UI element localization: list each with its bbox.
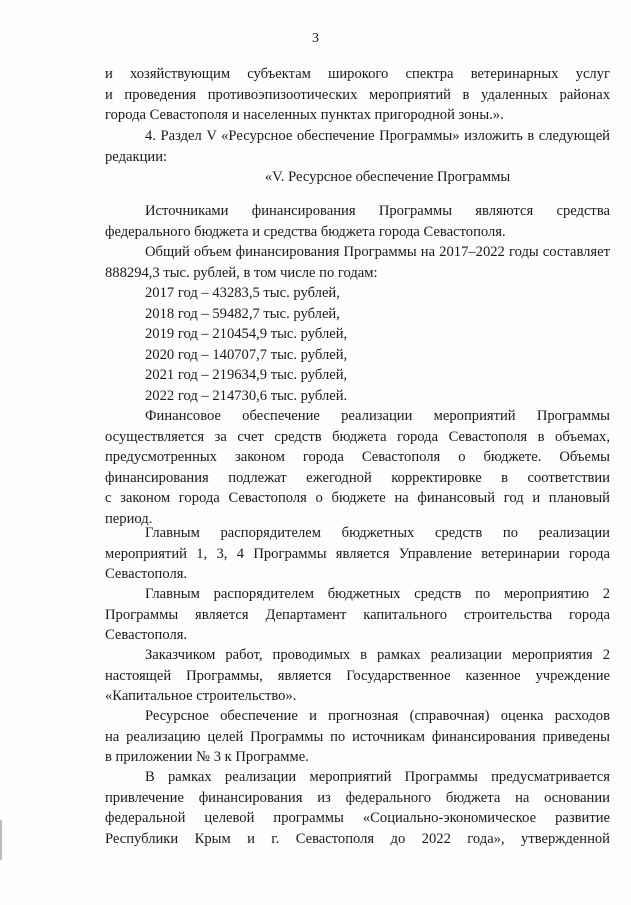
text-line: Главным распорядителем бюджетных средств по реализации — [145, 525, 610, 541]
text-line: на реализацию целей Программы по источникам финансирования приведены — [105, 728, 610, 745]
text-line: федерального бюджета и средства бюджета города Севастополя. — [105, 223, 506, 240]
text-line: Севастополя. — [105, 566, 188, 582]
text-line: «Капитальное строительство». — [105, 688, 297, 704]
text-line: Финансовое обеспечение реализации мероприятий Программы — [145, 408, 610, 424]
text-line: 888294,3 тыс. рублей, в том числе по годам: — [105, 264, 378, 281]
text-block — [105, 126, 610, 167]
text-line: федеральной целевой программы «Социально-экономическое развитие — [105, 810, 610, 826]
text-line: Программы является Департамент капитального строительства города — [105, 606, 610, 623]
text-block — [105, 706, 610, 768]
text-block — [105, 645, 610, 707]
text-line: привлечение финансирования из федерального бюджета на основании — [105, 789, 610, 806]
scan-edge-mark — [0, 820, 2, 860]
text-line: Источниками финансирования Программы являются средства — [145, 203, 610, 219]
text-line: с законом города Севастополя о бюджете на финансовый год и плановый — [105, 490, 610, 506]
text-line: Севастополя. — [105, 627, 188, 643]
text-line: В рамках реализации мероприятий Программы предусматривается — [145, 769, 610, 785]
text-line: города Севастополя и населенных пунктах пригородной зоны.». — [105, 107, 504, 123]
text-line: и хозяйствующим субъектам широкого спектра ветеринарных услуг — [105, 66, 610, 82]
year-funding-line: 2017 год – 43283,5 тыс. рублей, — [145, 285, 340, 301]
text-block — [105, 64, 610, 126]
text-line: Ресурсное обеспечение и прогнозная (справочная) оценка расходов — [145, 708, 610, 724]
text-line: настоящей Программы, является Государственное казенное учреждение — [105, 667, 610, 684]
year-funding-line: 2022 год – 214730,6 тыс. рублей. — [145, 387, 348, 404]
year-funding-line: 2019 год – 210454,9 тыс. рублей, — [145, 326, 348, 342]
text-line: период. — [105, 510, 153, 527]
page-number: 3 — [312, 31, 319, 46]
text-line: предусмотренных законом города Севастополя о бюджете. Объемы — [105, 449, 610, 465]
text-line: мероприятий 1, 3, 4 Программы является Управление ветеринарии города — [105, 545, 610, 562]
text-line: Республики Крым и г. Севастополя до 2022 года», утвержденной — [105, 830, 610, 847]
text-line: финансирования подлежат ежегодной корректировке в соответствии — [105, 469, 610, 486]
heading-text: «V. Ресурсное обеспечение Программы — [264, 169, 511, 185]
section-heading — [105, 167, 610, 188]
text-line: в приложении № 3 к Программе. — [105, 749, 309, 765]
text-line: Заказчиком работ, проводимых в рамках реализации мероприятия 2 — [145, 647, 610, 663]
text-line: Общий объем финансирования Программы на 2017–2022 годы составляет — [145, 244, 610, 260]
text-line: 4. Раздел V «Ресурсное обеспечение Программы» изложить в следующей — [145, 128, 610, 144]
text-block — [105, 584, 610, 646]
text-line: осуществляется за счет средств бюджета города Севастополя в объемах, — [105, 428, 610, 445]
year-funding-line: 2020 год – 140707,7 тыс. рублей, — [145, 346, 348, 363]
text-line: Главным распорядителем бюджетных средств по мероприятию 2 — [145, 586, 610, 602]
text-block — [105, 767, 610, 849]
text-line: и проведения противоэпизоотических мероприятий в удаленных районах — [105, 86, 610, 103]
text-block — [105, 523, 610, 585]
text-block — [105, 201, 610, 529]
text-line: редакции: — [105, 148, 168, 165]
year-funding-line: 2021 год – 219634,9 тыс. рублей, — [145, 367, 348, 383]
year-funding-line: 2018 год – 59482,7 тыс. рублей, — [145, 305, 340, 322]
